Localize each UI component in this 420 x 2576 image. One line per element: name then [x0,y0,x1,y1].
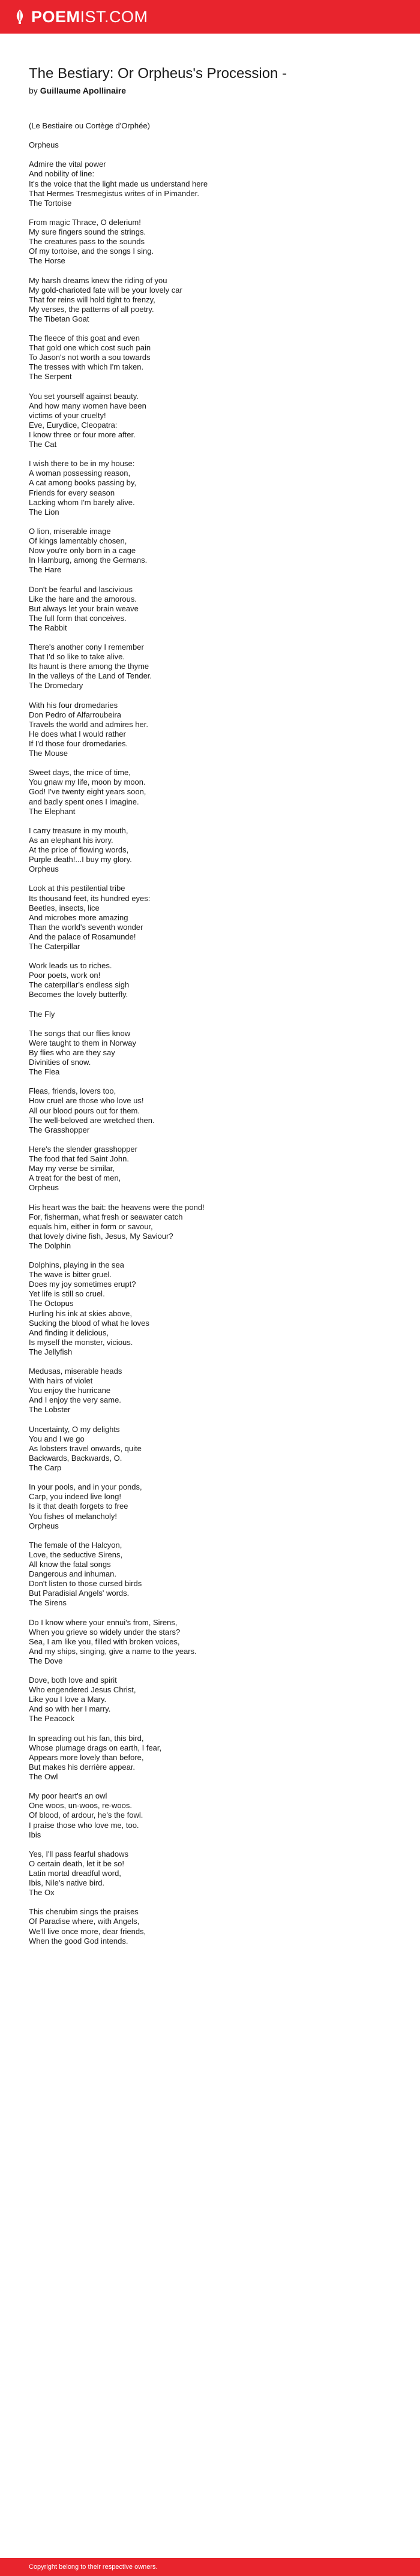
poem-line: Don Pedro of Alfarroubeira [29,710,121,719]
poem-line: One woos, un-woos, re-woos. [29,1801,132,1811]
author-link[interactable]: Guillaume Apollinaire [40,86,127,95]
stanza [29,1618,389,1666]
poem-line: May my verse be similar, [29,1164,115,1173]
poem-line: The Sirens [29,1598,67,1608]
poem-line: Whose plumage drags on earth, I fear, [29,1743,162,1752]
poem-line: My poor heart's an owl [29,1791,107,1801]
byline-prefix: by [29,86,38,95]
poem-line: The Tibetan Goat [29,314,89,323]
poem-line: If I'd those four dromedaries. [29,739,128,748]
poem-line: The Lobster [29,1405,71,1415]
poem-line: Orpheus [29,1183,59,1193]
poem-line: The caterpillar's endless sigh [29,980,130,990]
poem-line: At the price of flowing words, [29,845,129,855]
poem-line: The Lion [29,507,59,517]
poem-line: The Dolphin [29,1241,71,1250]
poem-line: The Rabbit [29,623,67,632]
stanza [29,121,389,131]
site-header [0,0,420,34]
stanza [29,1791,389,1839]
poem-line: Of blood, of ardour, he's the fowl. [29,1811,143,1820]
poem-line: The Flea [29,1067,60,1077]
poem-line: Purple death!...I buy my glory. [29,855,132,864]
poem-line: The creatures pass to the sounds [29,237,145,247]
stanza [29,459,389,517]
poem-line: And finding it delicious, [29,1328,109,1337]
poem-line: Don't listen to those cursed birds [29,1579,142,1589]
poem-line: In the valleys of the Land of Tender. [29,671,152,681]
stanza [29,140,389,150]
poem-line: To Jason's not worth a sou towards [29,353,151,362]
poem-line: And nobility of line: [29,169,95,179]
poem-line: Its haunt is there among the thyme [29,662,149,671]
stanza [29,1367,389,1415]
footer-copyright: Copyright belong to their respective owners. [29,2563,158,2571]
stanza [29,334,389,382]
poem-line: Work leads us to riches. [29,961,112,971]
poem-line: This cherubim sings the praises [29,1907,139,1917]
stanza [29,1850,389,1898]
poem-line: Now you're only born in a cage [29,546,136,556]
poem-line: Of kings lamentably chosen, [29,536,127,546]
poem-line: From magic Thrace, O delerium! [29,217,141,227]
poem-line: Lacking whom I'm barely alive. [29,497,135,507]
poem-line: Look at this pestilential tribe [29,884,125,893]
poem-line: Beetles, insects, lice [29,903,100,912]
stanza [29,1482,389,1530]
poem-line: But Paradisial Angels' words. [29,1589,130,1598]
poem-line: Do I know where your ennui's from, Sirens, [29,1617,178,1627]
poem-line: Of my tortoise, and the songs I sing. [29,247,154,256]
poem-line: Does my joy sometimes erupt? [29,1280,136,1289]
poem-line: O lion, miserable image [29,526,111,536]
quill-pen-icon [13,9,26,25]
poem-line: The Mouse [29,749,68,758]
poem-line: In spreading out his fan, this bird, [29,1733,144,1743]
poem-line: The Ox [29,1888,55,1898]
poem-line: that lovely divine fish, Jesus, My Saviour? [29,1231,173,1241]
poem-line: The Caterpillar [29,941,80,951]
poem-line: The Grasshopper [29,1125,90,1134]
poem-line: Poor poets, work on! [29,971,101,980]
stanza [29,276,389,324]
poem-line: My harsh dreams knew the riding of you [29,275,167,285]
stanza [29,218,389,266]
poem-line: Is myself the monster, vicious. [29,1337,133,1347]
poem-line: The well-beloved are wretched then. [29,1115,155,1125]
poem-line: Like the hare and the amorous. [29,594,137,604]
poem-line: The Owl [29,1772,58,1782]
poem-line: A treat for the best of men, [29,1173,121,1183]
poem-line: Orpheus [29,864,59,874]
stanza [29,643,389,690]
poem-line: Becomes the lovely butterfly. [29,990,128,999]
poem-line: The female of the Halcyon, [29,1540,122,1550]
poem-line: I praise those who love me, too. [29,1820,139,1830]
stanza [29,585,389,633]
poem-line: The songs that our flies know [29,1028,131,1038]
poem-line: Dolphins, playing in the sea [29,1260,124,1270]
poem-line: That gold one which cost such pain [29,343,151,353]
poem-line: All know the fatal songs [29,1559,111,1569]
poem-line: By flies who are they say [29,1048,115,1057]
stanza [29,392,389,450]
poem-title: The Bestiary: Or Orpheus's Procession - [29,65,287,82]
poem-line: And my ships, singing, give a name to the years. [29,1646,197,1656]
poem-line: It's the voice that the light made us understand here [29,179,208,188]
poem-line: Like you I love a Mary. [29,1695,107,1704]
poem-line: O certain death, let it be so! [29,1859,124,1868]
poem-line: A cat among books passing by, [29,478,136,488]
poem-line: (Le Bestiaire ou Cortège d'Orphée) [29,121,150,130]
poem-line: Carp, you indeed live long! [29,1492,121,1502]
poem-line: The Cat [29,440,57,449]
poem-line: With his four dromedaries [29,700,118,710]
poem-line: My sure fingers sound the strings. [29,227,146,237]
poem-line: My verses, the patterns of all poetry. [29,304,154,314]
poem-line: And microbes more amazing [29,912,128,922]
poem-line: Sweet days, the mice of time, [29,768,131,777]
poem-line: Who engendered Jesus Christ, [29,1685,136,1695]
poem-line: His heart was the bait: the heavens were the pond! [29,1202,205,1212]
byline [29,85,389,96]
poem-line: I wish there to be in my house: [29,459,135,469]
poem-line: And how many women have been [29,401,146,410]
poem-line: Ibis, Nile's native bird. [29,1878,105,1888]
poem-line: How cruel are those who love us! [29,1096,144,1106]
poem-line: Of Paradise where, with Angels, [29,1917,140,1926]
poem-line: You set yourself against beauty. [29,391,139,401]
poem-line: Don't be fearful and lascivious [29,584,133,594]
poem-line: And the palace of Rosamunde! [29,932,136,941]
poem-line: Admire the vital power [29,160,106,169]
poem-line: When the good God intends. [29,1936,128,1945]
poem-line: Orpheus [29,140,59,150]
stanza [29,884,389,951]
poem-line: The Octopus [29,1299,74,1308]
poem-line: The Dromedary [29,681,83,690]
poem-line: Dove, both love and spirit [29,1676,117,1685]
poem-line: Dangerous and inhuman. [29,1569,116,1579]
poem-line: As an elephant his ivory. [29,835,113,845]
poem-line: Latin mortal dreadful word, [29,1868,121,1878]
poem-line: And so with her I marry. [29,1704,111,1714]
poem-line: and badly spent ones I imagine. [29,797,139,806]
poem-line: The tresses with which I'm taken. [29,362,144,372]
poem-line: That Hermes Tresmegistus writes of in Pimander. [29,188,199,198]
poem-line: But makes his derrière appear. [29,1762,136,1772]
poem-line: Ibis [29,1830,41,1839]
poem-line: The full form that conceives. [29,613,127,623]
poem-line: Hurling his ink at skies above, [29,1308,132,1318]
poem-line: In your pools, and in your ponds, [29,1482,142,1492]
poem-line: With hairs of violet [29,1376,93,1386]
poem-line: The wave is bitter gruel. [29,1270,112,1280]
poem-line: The fleece of this goat and even [29,334,140,343]
poem-line: equals him, either in form or savour, [29,1221,153,1231]
poem-line: The Jellyfish [29,1347,73,1356]
stanza [29,1676,389,1724]
poem-line: Yes, I'll pass fearful shadows [29,1849,129,1859]
stanza [29,1260,389,1357]
poem-body [29,121,389,1946]
poem-article [29,65,389,1956]
poem-line: The Dove [29,1656,63,1665]
poem-line: The Elephant [29,806,76,816]
poem-line: A woman possessing reason, [29,469,131,478]
stanza [29,527,389,575]
stanza [29,768,389,816]
poem-line: There's another cony I remember [29,643,144,652]
poem-line: Fleas, friends, lovers too, [29,1086,116,1096]
stanza [29,1086,389,1134]
poem-line: Uncertainty, O my delights [29,1424,120,1434]
stanza [29,1734,389,1782]
stanza [29,1010,389,1019]
poem-line: My gold-charioted fate will be your lovely car [29,285,182,295]
poem-line: victims of your cruelty! [29,410,106,420]
poem-line: That for reins will hold tight to frenzy, [29,295,155,304]
poem-line: Were taught to them in Norway [29,1038,136,1047]
stanza [29,1203,389,1251]
poem-line: The Tortoise [29,198,72,208]
poem-line: When you grieve so widely under the stars? [29,1627,181,1637]
stanza [29,961,389,999]
poem-line: But always let your brain weave [29,604,139,613]
poem-line: The food that fed Saint John. [29,1154,129,1164]
stanza [29,1425,389,1473]
stanza [29,160,389,208]
stanza [29,1029,389,1077]
poem-line: And I enjoy the very same. [29,1395,121,1405]
poem-line: You and I we go [29,1434,85,1443]
stanza [29,701,389,759]
poem-line: The Hare [29,565,62,575]
poem-line: Eve, Eurydice, Cleopatra: [29,420,118,430]
poem-line: Yet life is still so cruel. [29,1289,105,1299]
poem-line: You fishes of melancholy! [29,1511,117,1521]
poem-line: All our blood pours out for them. [29,1106,140,1115]
poem-line: You gnaw my life, moon by moon. [29,777,146,787]
poem-line: Medusas, miserable heads [29,1367,122,1376]
poem-line: Orpheus [29,1521,59,1530]
poem-line: Is it that death forgets to free [29,1502,128,1511]
poem-line: The Horse [29,256,65,266]
poem-line: The Peacock [29,1714,74,1724]
poem-line: That I'd so like to take alive. [29,652,125,662]
site-logo[interactable] [13,0,148,34]
poem-line: For, fisherman, what fresh or seawater catch [29,1212,183,1221]
poem-line: You enjoy the hurricane [29,1386,111,1395]
poem-line: In Hamburg, among the Germans. [29,556,148,565]
poem-line: Backwards, Backwards, O. [29,1453,122,1463]
poem-line: Travels the world and admires her. [29,719,148,729]
poem-line: He does what I would rather [29,729,126,738]
poem-line: We'll live once more, dear friends, [29,1926,146,1936]
poem-line: Appears more lovely than before, [29,1752,144,1762]
poem-line: Here's the slender grasshopper [29,1144,137,1154]
poem-line: Than the world's seventh wonder [29,922,143,932]
site-logo-text [31,0,148,34]
poem-line: Sucking the blood of what he loves [29,1318,149,1328]
stanza [29,826,389,874]
poem-line: God! I've twenty eight years soon, [29,787,146,797]
stanza [29,1907,389,1945]
poem-line: Divinities of snow. [29,1058,91,1067]
poem-line: The Fly [29,1009,55,1019]
logo-text-bold: POEM [31,8,80,26]
poem-line: I know three or four more after. [29,430,136,439]
logo-text-light: IST.COM [80,8,148,26]
poem-line: I carry treasure in my mouth, [29,825,128,835]
poem-line: Love, the seductive Sirens, [29,1550,123,1559]
poem-line: Its thousand feet, its hundred eyes: [29,893,151,903]
poem-line: The Carp [29,1463,62,1473]
stanza [29,1145,389,1193]
poem-line: As lobsters travel onwards, quite [29,1443,142,1453]
poem-line: Sea, I am like you, filled with broken voices, [29,1637,180,1646]
poem-line: The Serpent [29,372,72,382]
site-footer [0,2558,420,2576]
poem-line: Friends for every season [29,488,115,497]
stanza [29,1541,389,1608]
